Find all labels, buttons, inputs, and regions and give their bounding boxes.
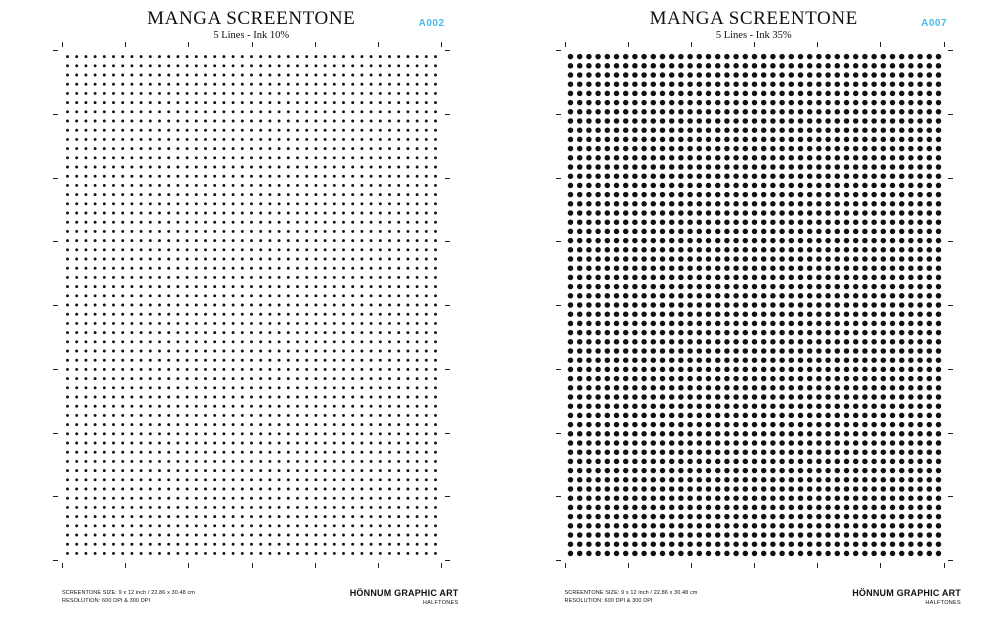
brand-name: HÖNNUM GRAPHIC ART xyxy=(852,588,961,598)
page-subtitle: 5 Lines - Ink 35% xyxy=(715,30,792,41)
sheet-code-badge: A007 xyxy=(921,18,947,29)
brand-name: HÖNNUM GRAPHIC ART xyxy=(349,588,459,598)
page-subtitle: 5 Lines - Ink 10% xyxy=(213,30,290,41)
tone-field xyxy=(565,50,944,560)
halftone-pattern xyxy=(62,50,441,560)
footer-resolution-line: RESOLUTION: 600 DPI & 300 DPI xyxy=(564,598,653,605)
footer-size-line: SCREENTONE SIZE: 9 x 12 inch / 22.86 x 30.48 cm xyxy=(564,589,698,596)
sheet-footer xyxy=(565,588,962,606)
sheet-code-badge: A002 xyxy=(418,18,445,29)
halftone-pattern xyxy=(565,50,944,560)
sheet-footer xyxy=(62,588,459,606)
page-title: MANGA SCREENTONE xyxy=(147,8,356,29)
tone-field xyxy=(62,50,441,560)
screentone-sheet-a007 xyxy=(503,0,1005,622)
brand-subtitle: HALFTONES xyxy=(422,600,459,606)
page-title: MANGA SCREENTONE xyxy=(649,8,858,29)
footer-size-line: SCREENTONE SIZE: 9 x 12 inch / 22.86 x 30.48 cm xyxy=(62,589,195,596)
brand-subtitle: HALFTONES xyxy=(925,600,961,606)
footer-resolution-line: RESOLUTION: 600 DPI & 300 DPI xyxy=(62,598,151,605)
